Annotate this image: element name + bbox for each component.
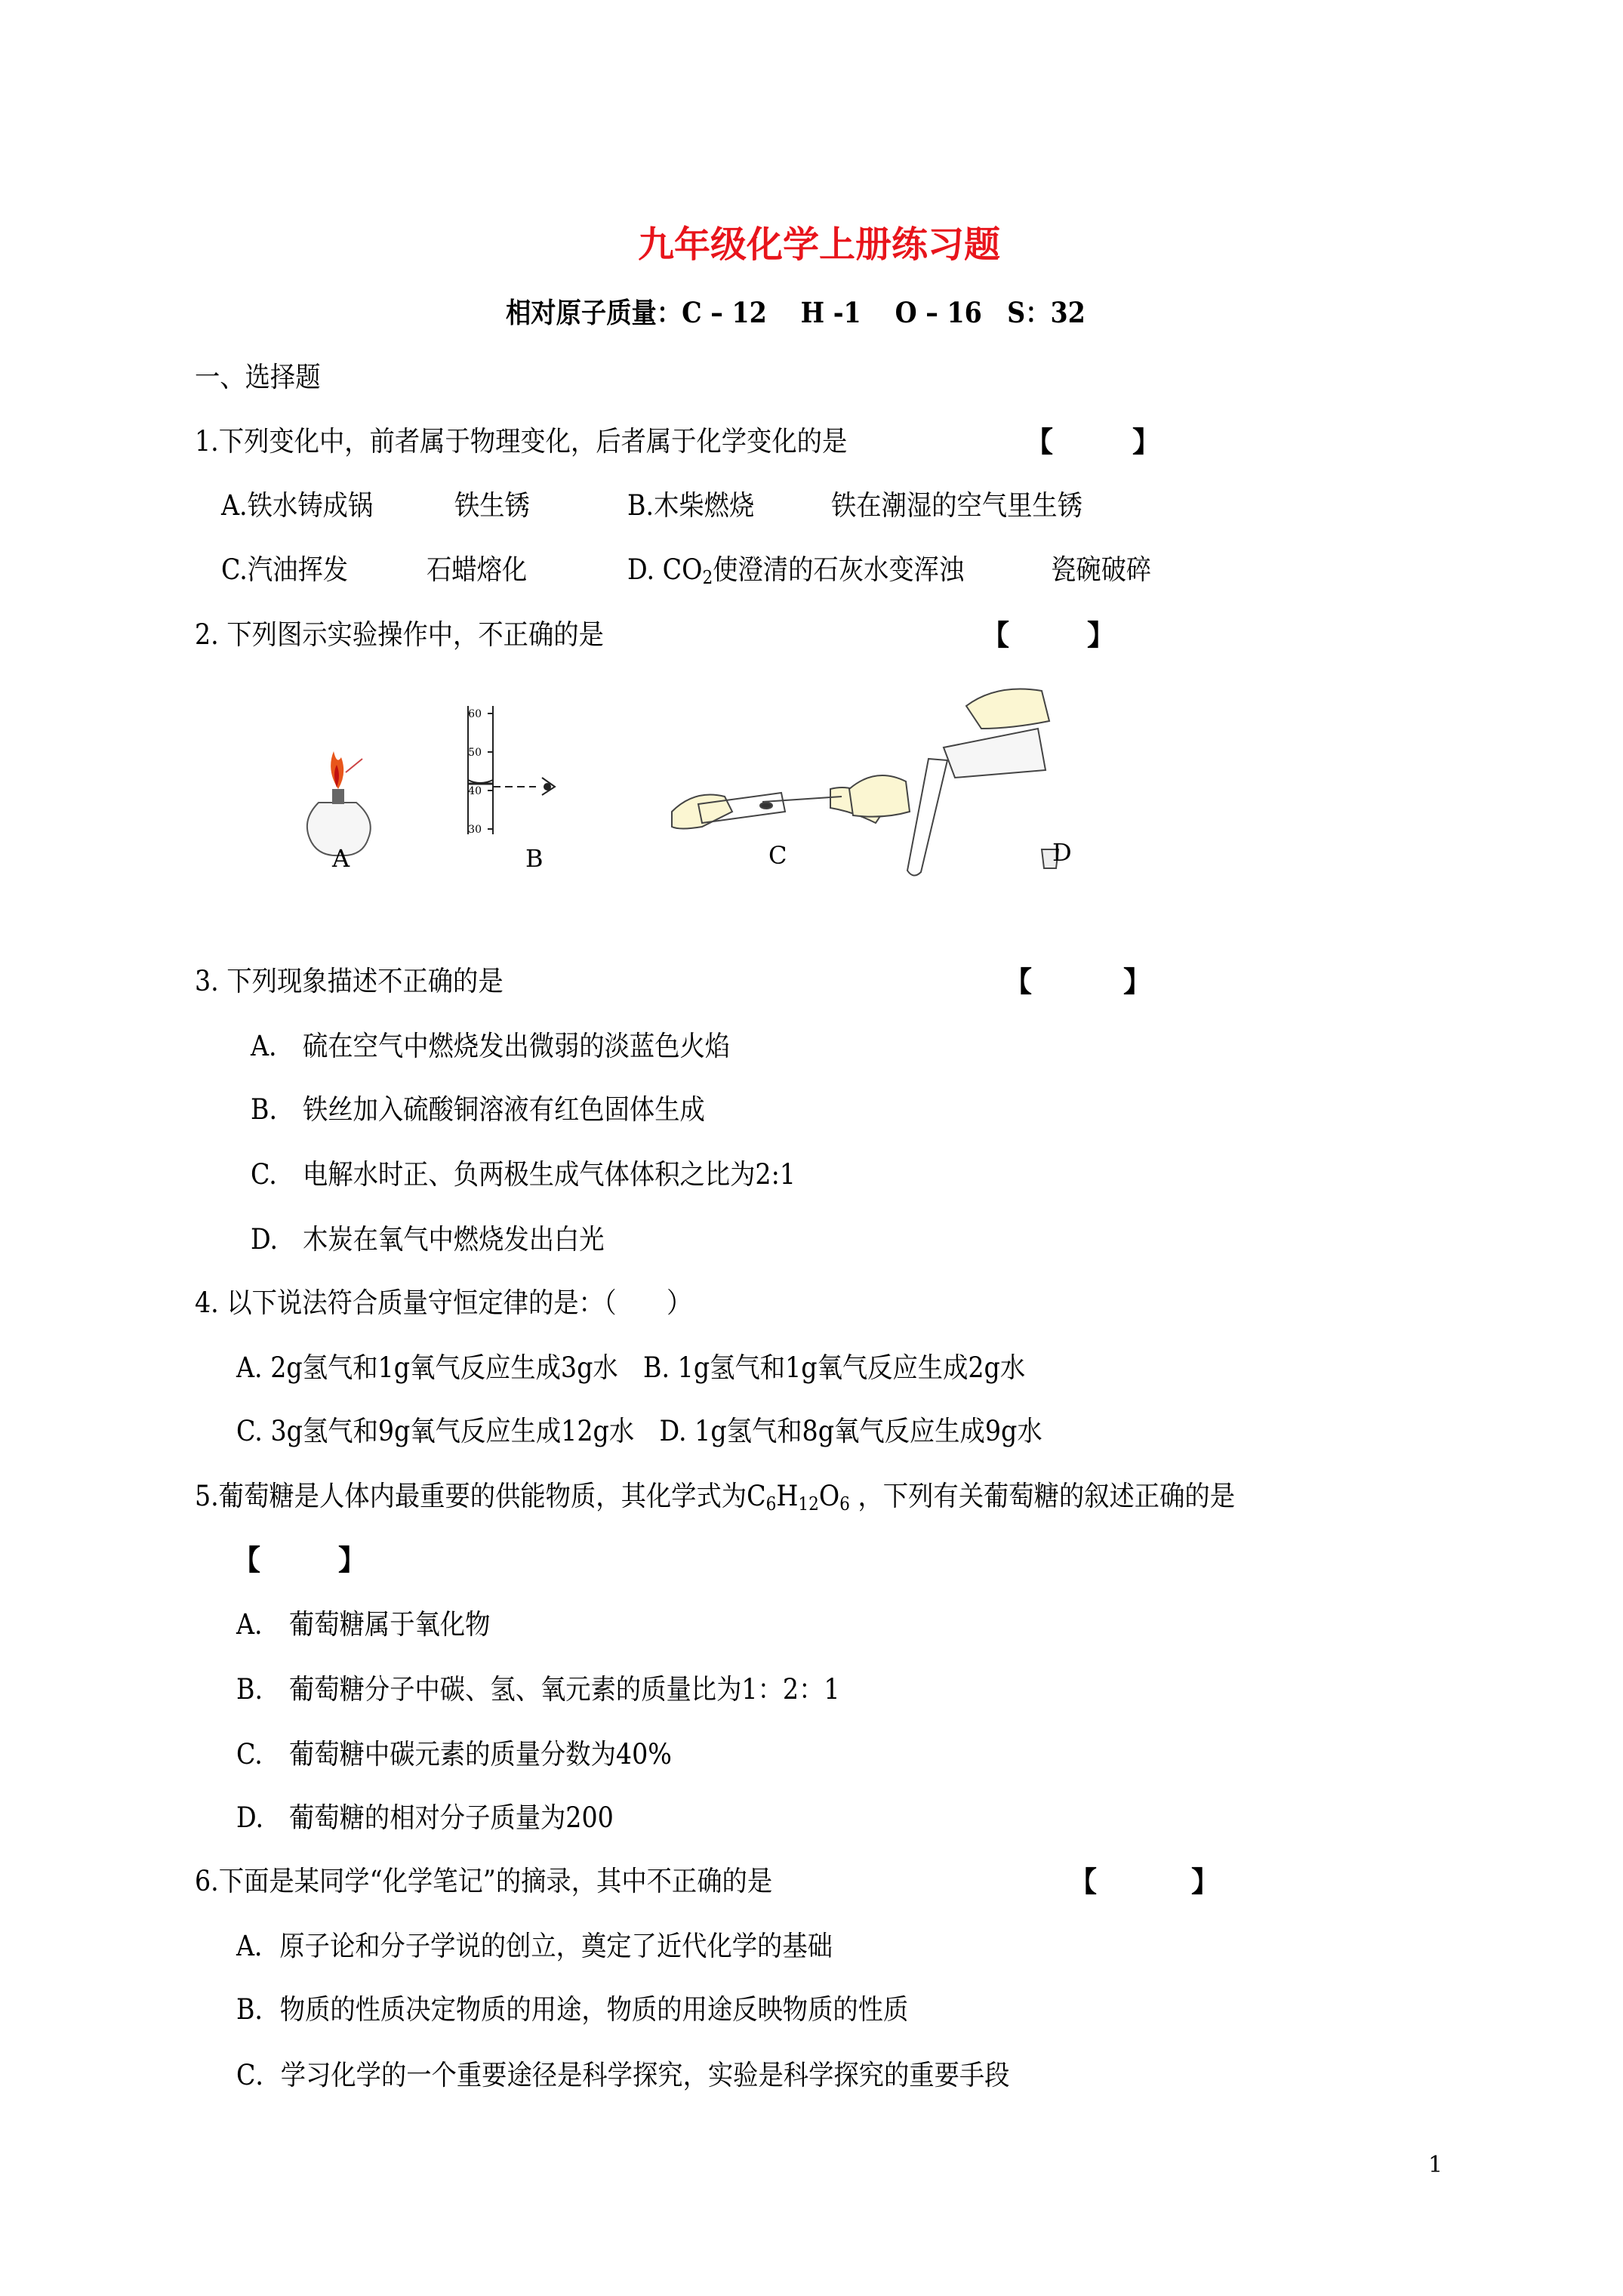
q1-option-d2: 瓷碗破碎 (1051, 553, 1152, 586)
q1-option-a1: A.铁水铸成锅 (221, 489, 374, 522)
q5-option-d: 葡萄糖的相对分子质量为200 (289, 1801, 614, 1834)
q4-stem: 4. 以下说法符合质量守恒定律的是：（ ） (195, 1287, 692, 1319)
q3-option-c-letter: C. (251, 1158, 277, 1191)
page-number: 1 (1428, 2152, 1443, 2178)
experiment-figure (287, 676, 1238, 895)
answer-bracket-open: 【 (981, 618, 1009, 652)
tick-30: 30 (468, 824, 482, 836)
q3-option-d-letter: D. (251, 1223, 279, 1256)
figure-label-c: C (768, 841, 787, 870)
q3-option-a-letter: A. (251, 1030, 277, 1062)
q6-option-a: A．原子论和分子学说的创立，奠定了近代化学的基础 (236, 1930, 833, 1962)
alcohol-lamp-icon (307, 751, 371, 855)
pouring-liquid-icon (849, 689, 1058, 876)
experiment-illustrations (287, 676, 1238, 895)
q3-option-d: 木炭在氧气中燃烧发出白光 (303, 1223, 605, 1256)
q5-option-c: 葡萄糖中碳元素的质量分数为40% (289, 1738, 672, 1771)
answer-bracket-open: 【 (233, 1543, 260, 1576)
q3-option-c: 电解水时正、负两极生成气体体积之比为2:1 (303, 1158, 796, 1191)
q6-option-c: C．学习化学的一个重要途径是科学探究，实验是科学探究的重要手段 (236, 2059, 1010, 2091)
answer-bracket-close: 】 (1087, 618, 1115, 652)
q6-option-b: B．物质的性质决定物质的用途，物质的用途反映物质的性质 (236, 1993, 909, 2026)
q4-options-cd: C. 3g氢气和9g氧气反应生成12g水 D. 1g氢气和8g氧气反应生成9g水 (236, 1415, 1042, 1447)
section-heading: 一、选择题 (195, 361, 321, 393)
q5-option-a: 葡萄糖属于氧化物 (289, 1608, 491, 1641)
page-title: 九年级化学上册练习题 (637, 223, 1000, 266)
q1-option-c2: 石蜡熔化 (427, 553, 528, 586)
q4-options-ab: A. 2g氢气和1g氧气反应生成3g水 B. 1g氢气和1g氧气反应生成2g水 (236, 1351, 1026, 1384)
figure-label-d: D (1052, 838, 1072, 867)
q1-option-b2: 铁在潮湿的空气里生锈 (831, 489, 1083, 522)
tick-50: 50 (468, 747, 482, 759)
q5-option-a-letter: A. (236, 1608, 263, 1641)
answer-bracket-open: 【 (1025, 425, 1053, 458)
figure-label-a: A (332, 844, 350, 873)
q5-option-c-letter: C. (236, 1738, 263, 1771)
answer-bracket-close: 】 (1132, 425, 1160, 458)
q3-option-b-letter: B. (251, 1093, 278, 1126)
q1-option-d1: D. $CO_2$使澄清的石灰水变浑浊 (627, 553, 965, 588)
q5-option-b: 葡萄糖分子中碳、氢、氧元素的质量比为1：2：1 (289, 1673, 840, 1706)
q1-stem: 1.下列变化中，前者属于物理变化，后者属于化学变化的是 (195, 425, 848, 458)
q2-stem: 2. 下列图示实验操作中，不正确的是 (195, 618, 604, 651)
answer-bracket-close: 】 (1191, 1865, 1219, 1898)
answer-bracket-open: 【 (1004, 965, 1032, 998)
q3-option-a: 硫在空气中燃烧发出微弱的淡蓝色火焰 (303, 1030, 731, 1062)
graduated-cylinder-icon (468, 706, 555, 834)
q1-option-c1: C.汽油挥发 (221, 553, 349, 586)
tick-60: 60 (468, 708, 482, 720)
answer-bracket-close: 】 (338, 1543, 366, 1576)
figure-label-b: B (525, 844, 544, 873)
tick-40: 40 (468, 785, 482, 797)
q6-stem: 6.下面是某同学“化学笔记”的摘录，其中不正确的是 (195, 1865, 773, 1897)
answer-bracket-close: 】 (1123, 965, 1151, 998)
q1-option-b1: B.木柴燃烧 (627, 489, 755, 522)
q5-option-b-letter: B. (236, 1673, 263, 1706)
q1-option-a2: 铁生锈 (454, 489, 530, 522)
q3-option-b: 铁丝加入硫酸铜溶液有红色固体生成 (303, 1093, 705, 1126)
q3-stem: 3. 下列现象描述不正确的是 (195, 965, 504, 997)
q5-stem: 5.葡萄糖是人体内最重要的供能物质，其化学式为$C_6H_{12}O_6$ ，下列有关葡萄糖的叙述正确的是 (195, 1480, 1236, 1515)
answer-bracket-open: 【 (1069, 1865, 1097, 1898)
q5-option-d-letter: D. (236, 1801, 264, 1834)
atomic-masses: 相对原子质量：C – 12 H -1 O – 16 S：32 (506, 296, 1086, 329)
